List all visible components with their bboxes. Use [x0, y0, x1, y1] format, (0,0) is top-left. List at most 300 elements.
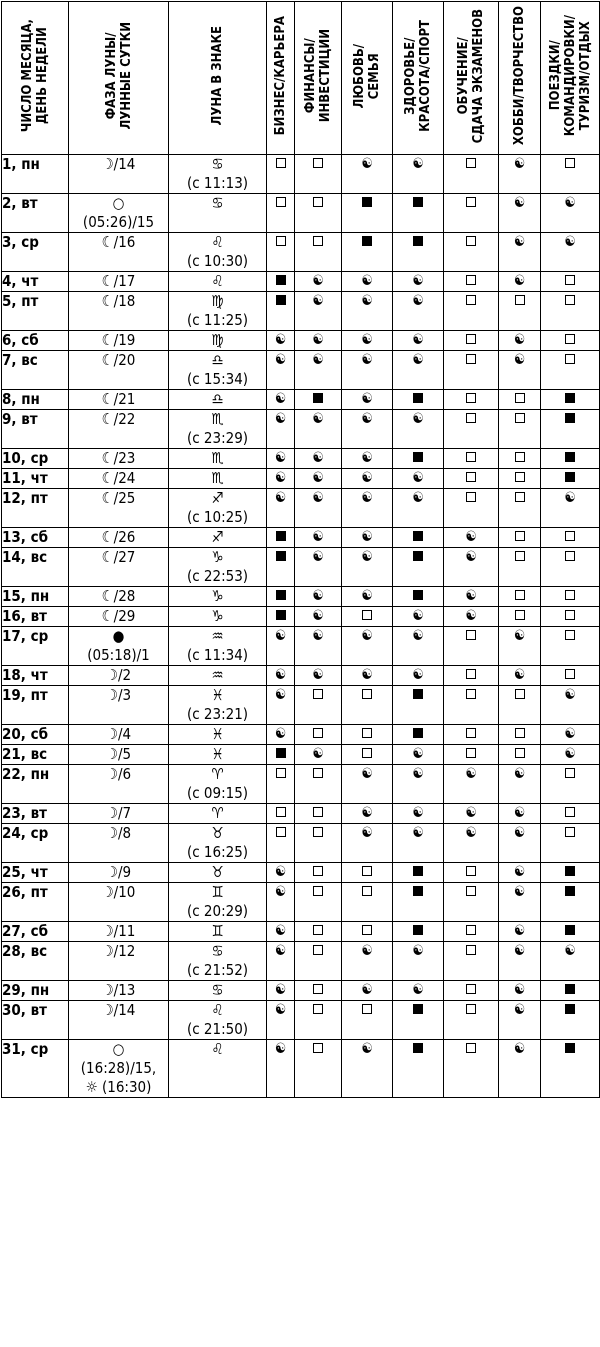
zodiac-time-text: (с 21:50)	[186, 1020, 249, 1038]
travel-mark-cell	[541, 272, 600, 292]
yin-yang-icon: ☯	[312, 450, 324, 466]
zodiac-time-text: (с 15:34)	[186, 370, 249, 388]
empty-square-icon	[466, 886, 476, 896]
finance-mark-cell	[295, 489, 342, 528]
filled-square-icon	[413, 1004, 423, 1014]
empty-square-icon	[515, 393, 525, 403]
yin-yang-icon: ☯	[312, 608, 324, 624]
moon-phase-text: ☽/14	[101, 1001, 136, 1019]
empty-square-icon	[466, 1043, 476, 1053]
moon-phase-text: ☽/6	[105, 765, 132, 783]
finance-mark-cell	[295, 528, 342, 548]
yin-yang-icon: ☯	[513, 234, 526, 250]
hobby-mark-cell	[499, 922, 541, 942]
zodiac-sign-icon: ♎	[211, 390, 224, 408]
love-mark-cell	[342, 272, 393, 292]
yin-yang-icon: ☯	[361, 156, 373, 172]
empty-square-icon	[466, 748, 476, 758]
yin-yang-icon: ☯	[361, 805, 373, 821]
yin-yang-icon: ☯	[513, 943, 526, 959]
empty-square-icon	[313, 866, 323, 876]
yin-yang-icon: ☯	[361, 667, 373, 683]
yin-yang-icon: ☯	[312, 667, 324, 683]
day-cell: 13, сб	[2, 528, 69, 548]
yin-yang-icon: ☯	[274, 1041, 287, 1057]
empty-square-icon	[515, 531, 525, 541]
business-mark-cell	[267, 607, 295, 627]
moon-phase-text: ○	[112, 1040, 125, 1058]
empty-square-icon	[313, 236, 323, 246]
filled-square-icon	[413, 866, 423, 876]
yin-yang-icon: ☯	[564, 943, 576, 959]
yin-yang-icon: ☯	[412, 273, 424, 289]
moon-phase-text: ☾/24	[101, 469, 136, 487]
moon-phase-cell	[69, 292, 169, 331]
yin-yang-icon: ☯	[465, 529, 477, 545]
table-row	[2, 587, 600, 607]
yin-yang-icon: ☯	[361, 450, 373, 466]
finance-mark-cell	[295, 155, 342, 194]
study-mark-cell	[444, 469, 499, 489]
yin-yang-icon: ☯	[412, 628, 424, 644]
moon-phase-text: ☽/12	[101, 942, 136, 960]
yin-yang-icon: ☯	[274, 470, 287, 486]
love-mark-cell	[342, 745, 393, 765]
day-cell: 29, пн	[2, 981, 69, 1001]
header-cell-finance	[295, 2, 342, 155]
yin-yang-icon: ☯	[513, 825, 526, 841]
business-mark-cell	[267, 725, 295, 745]
table-row	[2, 351, 600, 390]
empty-square-icon	[565, 630, 575, 640]
health-mark-cell	[393, 804, 444, 824]
travel-mark-cell	[541, 922, 600, 942]
health-mark-cell	[393, 607, 444, 627]
study-mark-cell	[444, 449, 499, 469]
zodiac-sign-icon: ♑	[211, 548, 224, 566]
filled-square-icon	[565, 886, 575, 896]
health-mark-cell	[393, 1040, 444, 1098]
filled-square-icon	[413, 393, 423, 403]
business-mark-cell	[267, 194, 295, 233]
love-mark-cell	[342, 331, 393, 351]
study-mark-cell	[444, 272, 499, 292]
zodiac-sign-icon: ♐	[211, 528, 224, 546]
yin-yang-icon: ☯	[361, 470, 373, 486]
hobby-mark-cell	[499, 824, 541, 863]
filled-square-icon	[565, 393, 575, 403]
moon-phase-cell	[69, 528, 169, 548]
empty-square-icon	[466, 354, 476, 364]
health-mark-cell	[393, 194, 444, 233]
empty-square-icon	[466, 669, 476, 679]
study-mark-cell	[444, 331, 499, 351]
empty-square-icon	[565, 551, 575, 561]
zodiac-sign-icon: ♐	[211, 489, 224, 507]
finance-mark-cell	[295, 824, 342, 863]
zodiac-sign-cell	[169, 745, 267, 765]
zodiac-sign-cell	[169, 292, 267, 331]
zodiac-sign-cell	[169, 1040, 267, 1098]
header-cell-business	[267, 2, 295, 155]
empty-square-icon	[362, 689, 372, 699]
table-row	[2, 194, 600, 233]
finance-mark-cell	[295, 725, 342, 745]
moon-phase-text: ☽/7	[105, 804, 132, 822]
yin-yang-icon: ☯	[412, 943, 424, 959]
filled-square-icon	[276, 295, 286, 305]
table-row	[2, 449, 600, 469]
zodiac-sign-cell	[169, 233, 267, 272]
travel-mark-cell	[541, 627, 600, 666]
moon-phase-text: ☽/13	[101, 981, 136, 999]
love-mark-cell	[342, 587, 393, 607]
finance-mark-cell	[295, 627, 342, 666]
hobby-mark-cell	[499, 804, 541, 824]
hobby-mark-cell	[499, 351, 541, 390]
health-mark-cell	[393, 942, 444, 981]
zodiac-time-text: (с 16:25)	[186, 843, 249, 861]
yin-yang-icon: ☯	[564, 726, 576, 742]
hobby-mark-cell	[499, 272, 541, 292]
filled-square-icon	[276, 275, 286, 285]
empty-square-icon	[362, 748, 372, 758]
yin-yang-icon: ☯	[412, 746, 424, 762]
day-cell: 15, пн	[2, 587, 69, 607]
travel-mark-cell	[541, 942, 600, 981]
travel-mark-cell	[541, 233, 600, 272]
yin-yang-icon: ☯	[361, 588, 373, 604]
moon-phase-text: ☾/21	[101, 390, 136, 408]
filled-square-icon	[413, 236, 423, 246]
empty-square-icon	[515, 590, 525, 600]
moon-phase-cell	[69, 194, 169, 233]
travel-mark-cell	[541, 607, 600, 627]
table-row	[2, 942, 600, 981]
moon-phase-text: ☽/2	[105, 666, 132, 684]
health-mark-cell	[393, 233, 444, 272]
empty-square-icon	[565, 768, 575, 778]
header-label: ЧИСЛО МЕСЯЦА, ДЕНЬ НЕДЕЛИ	[20, 19, 50, 133]
table-row	[2, 292, 600, 331]
yin-yang-icon: ☯	[465, 549, 477, 565]
finance-mark-cell	[295, 587, 342, 607]
zodiac-sign-icon: ♓	[211, 725, 224, 743]
health-mark-cell	[393, 331, 444, 351]
empty-square-icon	[565, 158, 575, 168]
day-cell: 12, пт	[2, 489, 69, 528]
header-cell-love	[342, 2, 393, 155]
hobby-mark-cell	[499, 469, 541, 489]
table-row	[2, 922, 600, 942]
health-mark-cell	[393, 390, 444, 410]
health-mark-cell	[393, 548, 444, 587]
finance-mark-cell	[295, 194, 342, 233]
yin-yang-icon: ☯	[412, 332, 424, 348]
table-row	[2, 765, 600, 804]
zodiac-sign-icon: ♌	[211, 272, 224, 290]
yin-yang-icon: ☯	[513, 195, 526, 211]
hobby-mark-cell	[499, 627, 541, 666]
study-mark-cell	[444, 725, 499, 745]
empty-square-icon	[276, 197, 286, 207]
yin-yang-icon: ☯	[361, 273, 373, 289]
study-mark-cell	[444, 922, 499, 942]
table-row	[2, 863, 600, 883]
empty-square-icon	[466, 689, 476, 699]
zodiac-sign-icon: ♌	[211, 1040, 224, 1058]
love-mark-cell	[342, 1040, 393, 1098]
health-mark-cell	[393, 863, 444, 883]
health-mark-cell	[393, 666, 444, 686]
business-mark-cell	[267, 686, 295, 725]
day-cell: 7, вс	[2, 351, 69, 390]
moon-phase-cell	[69, 587, 169, 607]
love-mark-cell	[342, 469, 393, 489]
travel-mark-cell	[541, 469, 600, 489]
yin-yang-icon: ☯	[513, 332, 526, 348]
travel-mark-cell	[541, 1001, 600, 1040]
header-cell-phase	[69, 2, 169, 155]
header-label: ЗДОРОВЬЕ/ КРАСОТА/СПОРТ	[403, 20, 433, 132]
table-row	[2, 607, 600, 627]
table-row	[2, 469, 600, 489]
empty-square-icon	[565, 590, 575, 600]
yin-yang-icon: ☯	[361, 825, 373, 841]
empty-square-icon	[313, 158, 323, 168]
moon-phase-cell	[69, 607, 169, 627]
moon-phase-cell	[69, 272, 169, 292]
empty-square-icon	[466, 945, 476, 955]
yin-yang-icon: ☯	[274, 982, 287, 998]
day-cell: 18, чт	[2, 666, 69, 686]
yin-yang-icon: ☯	[513, 864, 526, 880]
zodiac-sign-cell	[169, 1001, 267, 1040]
table-row	[2, 745, 600, 765]
moon-phase-cell	[69, 883, 169, 922]
yin-yang-icon: ☯	[274, 391, 287, 407]
yin-yang-icon: ☯	[412, 411, 424, 427]
empty-square-icon	[313, 984, 323, 994]
zodiac-sign-cell	[169, 351, 267, 390]
hobby-mark-cell	[499, 528, 541, 548]
health-mark-cell	[393, 528, 444, 548]
travel-mark-cell	[541, 331, 600, 351]
business-mark-cell	[267, 824, 295, 863]
love-mark-cell	[342, 981, 393, 1001]
travel-mark-cell	[541, 587, 600, 607]
day-cell: 11, чт	[2, 469, 69, 489]
filled-square-icon	[276, 531, 286, 541]
zodiac-sign-cell	[169, 765, 267, 804]
empty-square-icon	[276, 827, 286, 837]
study-mark-cell	[444, 745, 499, 765]
hobby-mark-cell	[499, 410, 541, 449]
yin-yang-icon: ☯	[564, 234, 576, 250]
hobby-mark-cell	[499, 942, 541, 981]
filled-square-icon	[413, 551, 423, 561]
empty-square-icon	[362, 866, 372, 876]
love-mark-cell	[342, 449, 393, 469]
moon-phase-text: ☾/18	[101, 292, 136, 310]
moon-phase-cell	[69, 745, 169, 765]
zodiac-sign-cell	[169, 824, 267, 863]
header-label: БИЗНЕС/КАРЬЕРА	[273, 16, 288, 136]
yin-yang-icon: ☯	[465, 805, 477, 821]
yin-yang-icon: ☯	[465, 608, 477, 624]
empty-square-icon	[515, 413, 525, 423]
zodiac-sign-icon: ♊	[211, 883, 224, 901]
hobby-mark-cell	[499, 1001, 541, 1040]
table-row	[2, 548, 600, 587]
zodiac-sign-cell	[169, 194, 267, 233]
day-cell: 16, вт	[2, 607, 69, 627]
filled-square-icon	[565, 452, 575, 462]
hobby-mark-cell	[499, 745, 541, 765]
travel-mark-cell	[541, 1040, 600, 1098]
yin-yang-icon: ☯	[312, 549, 324, 565]
love-mark-cell	[342, 922, 393, 942]
zodiac-sign-cell	[169, 489, 267, 528]
zodiac-sign-icon: ♈	[211, 804, 224, 822]
health-mark-cell	[393, 272, 444, 292]
moon-phase-text: ☽/4	[105, 725, 132, 743]
moon-phase-cell	[69, 824, 169, 863]
finance-mark-cell	[295, 607, 342, 627]
empty-square-icon	[313, 925, 323, 935]
study-mark-cell	[444, 1040, 499, 1098]
business-mark-cell	[267, 981, 295, 1001]
zodiac-sign-icon: ♉	[211, 863, 224, 881]
health-mark-cell	[393, 587, 444, 607]
business-mark-cell	[267, 272, 295, 292]
yin-yang-icon: ☯	[412, 490, 424, 506]
yin-yang-icon: ☯	[312, 273, 324, 289]
zodiac-sign-icon: ♏	[211, 410, 224, 428]
empty-square-icon	[313, 728, 323, 738]
zodiac-time-text: (с 11:25)	[186, 311, 249, 329]
yin-yang-icon: ☯	[312, 293, 324, 309]
moon-phase-cell	[69, 410, 169, 449]
zodiac-sign-cell	[169, 981, 267, 1001]
filled-square-icon	[362, 236, 372, 246]
day-cell: 28, вс	[2, 942, 69, 981]
zodiac-sign-cell	[169, 686, 267, 725]
study-mark-cell	[444, 528, 499, 548]
finance-mark-cell	[295, 469, 342, 489]
travel-mark-cell	[541, 351, 600, 390]
business-mark-cell	[267, 351, 295, 390]
zodiac-sign-icon: ♏	[211, 469, 224, 487]
yin-yang-icon: ☯	[312, 470, 324, 486]
zodiac-sign-icon: ♈	[211, 765, 224, 783]
table-row	[2, 331, 600, 351]
yin-yang-icon: ☯	[513, 1041, 526, 1057]
business-mark-cell	[267, 155, 295, 194]
business-mark-cell	[267, 745, 295, 765]
empty-square-icon	[313, 197, 323, 207]
love-mark-cell	[342, 233, 393, 272]
zodiac-sign-cell	[169, 449, 267, 469]
table-body	[2, 155, 600, 1098]
table-row	[2, 725, 600, 745]
header-row	[2, 2, 600, 155]
empty-square-icon	[313, 886, 323, 896]
health-mark-cell	[393, 1001, 444, 1040]
hobby-mark-cell	[499, 194, 541, 233]
zodiac-time-text: (с 09:15)	[186, 784, 249, 802]
filled-square-icon	[413, 925, 423, 935]
zodiac-sign-icon: ♌	[211, 233, 224, 251]
empty-square-icon	[313, 1004, 323, 1014]
header-label: ОБУЧЕНИЕ/ СДАЧА ЭКЗАМЕНОВ	[456, 8, 486, 144]
filled-square-icon	[565, 413, 575, 423]
zodiac-sign-cell	[169, 548, 267, 587]
table-row	[2, 272, 600, 292]
travel-mark-cell	[541, 863, 600, 883]
yin-yang-icon: ☯	[361, 391, 373, 407]
empty-square-icon	[362, 728, 372, 738]
hobby-mark-cell	[499, 883, 541, 922]
yin-yang-icon: ☯	[274, 864, 287, 880]
table-row	[2, 390, 600, 410]
study-mark-cell	[444, 390, 499, 410]
yin-yang-icon: ☯	[274, 411, 287, 427]
yin-yang-icon: ☯	[312, 529, 324, 545]
moon-phase-text: ☽/14	[101, 155, 136, 173]
filled-square-icon	[413, 886, 423, 896]
love-mark-cell	[342, 883, 393, 922]
empty-square-icon	[515, 689, 525, 699]
love-mark-cell	[342, 292, 393, 331]
health-mark-cell	[393, 449, 444, 469]
zodiac-sign-cell	[169, 155, 267, 194]
filled-square-icon	[413, 590, 423, 600]
yin-yang-icon: ☯	[274, 726, 287, 742]
filled-square-icon	[413, 452, 423, 462]
yin-yang-icon: ☯	[361, 332, 373, 348]
filled-square-icon	[565, 1004, 575, 1014]
zodiac-time-text: (с 11:34)	[186, 646, 249, 664]
zodiac-sign-icon: ♑	[211, 587, 224, 605]
health-mark-cell	[393, 883, 444, 922]
business-mark-cell	[267, 666, 295, 686]
day-cell: 24, ср	[2, 824, 69, 863]
yin-yang-icon: ☯	[312, 588, 324, 604]
table-row	[2, 1001, 600, 1040]
love-mark-cell	[342, 627, 393, 666]
table-row	[2, 528, 600, 548]
filled-square-icon	[565, 1043, 575, 1053]
travel-mark-cell	[541, 528, 600, 548]
business-mark-cell	[267, 804, 295, 824]
zodiac-sign-cell	[169, 390, 267, 410]
moon-phase-cell	[69, 863, 169, 883]
travel-mark-cell	[541, 883, 600, 922]
zodiac-sign-icon: ♋	[211, 942, 224, 960]
filled-square-icon	[565, 866, 575, 876]
hobby-mark-cell	[499, 1040, 541, 1098]
day-cell: 14, вс	[2, 548, 69, 587]
moon-phase-text: ☽/9	[105, 863, 132, 881]
header-label: ЛЮБОВЬ/ СЕМЬЯ	[352, 43, 382, 109]
study-mark-cell	[444, 548, 499, 587]
header-label: ЛУНА В ЗНАКЕ	[210, 26, 225, 126]
moon-phase-text: ●	[112, 627, 125, 645]
love-mark-cell	[342, 489, 393, 528]
empty-square-icon	[565, 531, 575, 541]
study-mark-cell	[444, 489, 499, 528]
